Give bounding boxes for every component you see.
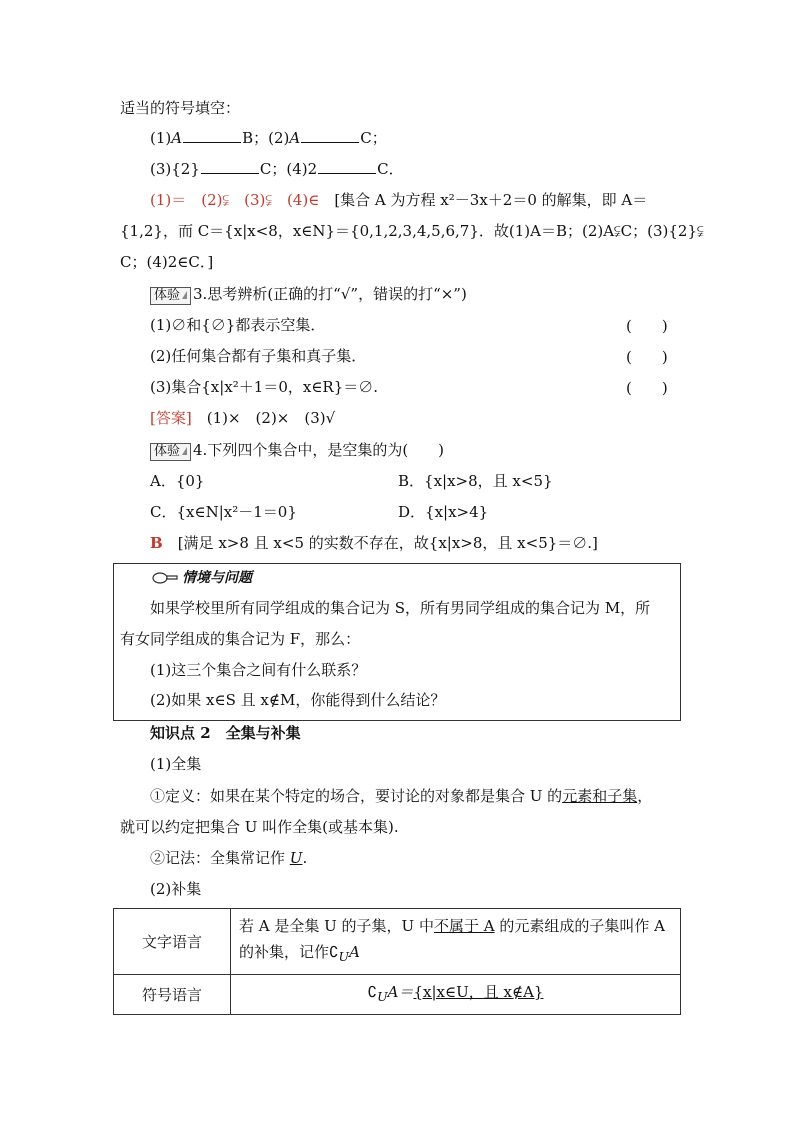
fill-line-1 <box>150 128 387 148</box>
text: (3){2} <box>150 160 200 178</box>
section-title: 知识点 2 全集与补集 <box>150 724 301 742</box>
answer-text: [集合 A 为方程 x²－3x＋2＝0 的解集，即 A＝ <box>334 191 648 209</box>
scenario-q1: (1)这三个集合之间有什么联系？ <box>150 661 367 679</box>
scenario-p2: 有女同学组成的集合记为 F，那么： <box>120 630 361 648</box>
q3-title <box>150 284 467 305</box>
subsection-complement: (2)补集 <box>150 880 202 898</box>
table-row <box>114 909 681 975</box>
q3-item-2: (2)任何集合都有子集和真子集． <box>150 347 367 365</box>
table-row <box>114 975 681 1015</box>
text: C；(4)2 <box>259 160 318 178</box>
text: . <box>302 849 308 867</box>
option-a: A．{0} <box>150 472 205 490</box>
option-c: C．{x∈N|x²－1＝0} <box>150 503 297 521</box>
var: A <box>289 129 301 147</box>
answer-paren: ( ) <box>626 379 668 397</box>
answer-paren: ( ) <box>626 348 668 366</box>
scenario-header <box>152 567 252 587</box>
underlined-term: 不属于 A <box>433 917 495 935</box>
subscript: U <box>338 949 350 964</box>
answer-red: (1)＝ (2)⫋ (3)⫋ (4)∈ <box>150 191 320 209</box>
var: A <box>171 129 183 147</box>
blank[interactable] <box>318 159 376 174</box>
text: ， <box>637 787 653 805</box>
answer-line-3: C；(4)2∈C．] <box>120 253 214 271</box>
text: B；(2) <box>242 129 290 147</box>
q3-item-3: (3)集合{x|x²＋1＝0，x∈R}＝∅. <box>150 378 379 396</box>
answer-letter: B <box>150 534 163 552</box>
notation-line <box>150 848 307 868</box>
text: C． <box>377 160 404 178</box>
row-label: 符号语言 <box>114 975 231 1015</box>
row-value <box>231 975 681 1015</box>
blank[interactable] <box>201 159 259 174</box>
underlined-term: U <box>289 849 303 867</box>
row-label: 文字语言 <box>114 909 231 975</box>
answer-line-1 <box>150 190 647 210</box>
text: ∁ <box>367 983 378 1001</box>
text: (1) <box>150 129 172 147</box>
definition-line <box>150 786 652 806</box>
text: ②记法：全集常记作 <box>150 849 290 867</box>
text: 3.思考辨析(正确的打“√”，错误的打“×”) <box>193 285 467 303</box>
pointing-hand-icon <box>152 571 178 585</box>
text: 的补集，记作∁ <box>239 943 339 961</box>
q3-answer <box>150 408 335 428</box>
q4-title <box>150 440 444 461</box>
complement-table <box>113 908 681 1015</box>
text: A＝ <box>387 983 414 1001</box>
intro-line: 适当的符号填空： <box>120 99 241 117</box>
answer-line-2: {1,2}，而 C＝{x|x<8，x∈N}＝{0,1,2,3,4,5,6,7}．故(1)A＝B；(2)A⫋C；(3){2}⫋ <box>120 222 704 240</box>
blank[interactable] <box>183 128 241 143</box>
text: 的元素组成的子集叫作 A <box>494 917 665 935</box>
underlined-term: 元素和子集 <box>562 787 638 805</box>
subsection-universal: (1)全集 <box>150 755 202 773</box>
tiyan-tag: 体验 <box>150 287 191 305</box>
underlined-term: {x|x∈U，且 x∉A} <box>413 983 544 1001</box>
text: (1)× (2)× (3)√ <box>206 409 336 427</box>
blank[interactable] <box>301 128 359 143</box>
answer-label: [答案] <box>150 409 192 427</box>
fill-line-2 <box>150 159 404 179</box>
scenario-q2: (2)如果 x∈S 且 x∉M，你能得到什么结论？ <box>150 691 446 709</box>
answer-paren: ( ) <box>626 317 668 335</box>
q3-item-1: (1)∅和{∅}都表示空集． <box>150 316 326 334</box>
text: [满足 x>8 且 x<5 的实数不存在，故{x|x>8，且 x<5}＝∅.] <box>177 534 598 552</box>
text: 若 A 是全集 U 的子集，U 中 <box>239 917 434 935</box>
definition-line-2: 就可以约定把集合 U 叫作全集(或基本集). <box>120 818 399 836</box>
text: 4.下列四个集合中，是空集的为( ) <box>193 441 445 459</box>
tiyan-tag: 体验 <box>150 443 191 461</box>
q4-answer <box>150 533 598 553</box>
option-d: D．{x|x>4} <box>398 503 489 521</box>
text: 情境与问题 <box>182 570 252 586</box>
text: C； <box>360 129 387 147</box>
row-value <box>231 909 681 975</box>
text: ①定义：如果在某个特定的场合，要讨论的对象都是集合 U 的 <box>150 787 563 805</box>
text: A <box>349 943 360 961</box>
scenario-p1: 如果学校里所有同学组成的集合记为 S，所有男同学组成的集合记为 M，所 <box>150 599 651 617</box>
subscript: U <box>377 989 388 1004</box>
option-b: B．{x|x>8，且 x<5} <box>398 472 553 490</box>
